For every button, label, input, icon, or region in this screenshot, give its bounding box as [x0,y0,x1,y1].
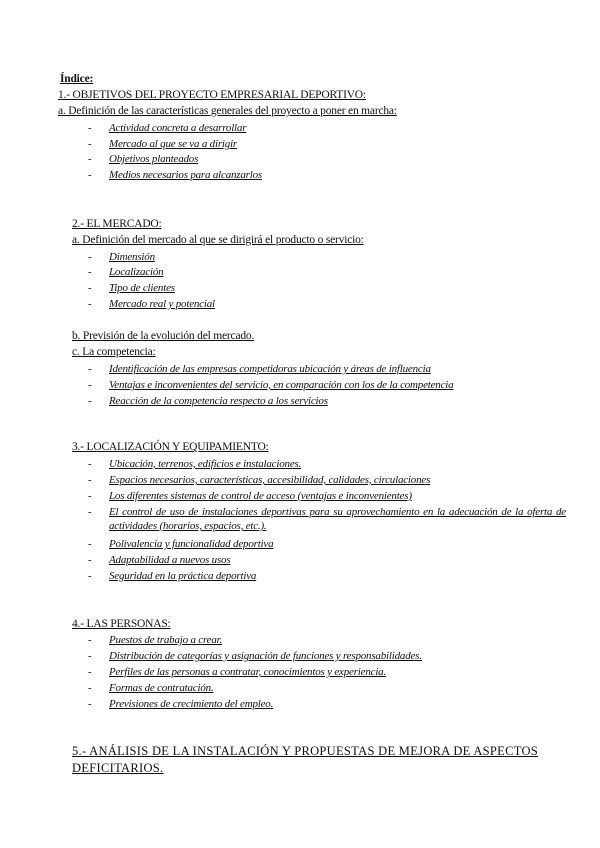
bullet: - [88,458,92,470]
bullet: - [88,138,92,150]
bullet: - [88,474,92,486]
bullet: - [88,379,92,391]
bullet: - [88,570,92,582]
section-3-heading: 3.- LOCALIZACIÓN Y EQUIPAMIENTO: [72,441,269,453]
index-title: Índice: [60,73,94,85]
bullet: - [88,153,92,165]
section-5-heading: 5.- ANÁLISIS DE LA INSTALACIÓN Y PROPUESTAS DE MEJORA DE ASPECTOS [72,744,539,758]
section-5-heading-continuation: DEFICITARIOS. [72,761,164,775]
bullet: - [88,554,92,566]
bullet: - [88,538,92,550]
section-2-subheading-b: b. Previsión de la evolución del mercado. [72,330,255,342]
section-2-subheading-c: c. La competencia: [72,346,156,358]
section-2-subheading-a: a. Definición del mercado al que se dirigirá el producto o servicio: [72,234,364,246]
bullet: - [88,506,92,518]
section-1-heading: 1.- OBJETIVOS DEL PROYECTO EMPRESARIAL DEPORTIVO: [58,89,366,101]
bullet: - [88,282,92,294]
bullet: - [88,650,92,662]
bullet: - [88,363,92,375]
section-1-subheading-a: a. Definición de las características generales del proyecto a poner en marcha: [58,105,397,117]
bullet: - [88,298,92,310]
bullet: - [88,266,92,278]
bullet: - [88,682,92,694]
bullet: - [88,122,92,134]
document-page: Índice: 1.- OBJETIVOS DEL PROYECTO EMPRESARIAL DEPORTIVO: a. Definición de las características generales del proyecto a poner en marcha: - Actividad concreta a desarrollar - Mercado al que se va a dirigir - Objetivos planteados - Medios necesarios para alcanzarlos 2.- EL MERCADO: a. Definición del mercado al que se dirigirá el producto o servicio: - Dimensión - Localización - Tipo de clientes - Mercado real y potencial b. Previsión de la evolución del mercado. c. La competencia: - Identificación de las empresas competidoras ubicación y áreas de influencia - Ventajas e inconvenientes del servicio, en comparación con los de la competencia - Reacción de la competencia respecto a los servicios 3.- LOCALIZACIÓN Y EQUIPAMIENTO: - Ubicación, terrenos, edificios e instalaciones. - Espacios necesarios, características, accesibilidad, calidades, circulaciones - Los diferentes sistemas de control de acceso (ventajas e inconvenientes) - El control de uso de instalaciones deportivas para su aprovechamiento en la adecuación de la oferta de actividades (horarios, espacios, etc.). - Polivalencia y funcionalidad deportiva - Adaptabilidad a nuevos usos - Seguridad en la práctica deportiva 4.- LAS PERSONAS: - Puestos de trabajo a crear. - Distribución de categorías y asignación de funciones y responsabilidades. - Perfiles de las personas a contratar, conocimientos y experiencia. - Formas de contratación. - Previsiones de crecimiento del empleo. 5.- ANÁLISIS DE LA INSTALACIÓN Y PROPUESTAS DE MEJORA DE ASPECTOS DEFICITARIOS. [58,73,566,775]
bullet: - [88,666,92,678]
bullet: - [88,634,92,646]
bullet: - [88,395,92,407]
section-4-heading: 4.- LAS PERSONAS: [72,618,171,630]
section-2-heading: 2.- EL MERCADO: [72,218,162,230]
bullet: - [88,490,92,502]
bullet: - [88,251,92,263]
bullet: - [88,698,92,710]
bullet: - [88,169,92,181]
